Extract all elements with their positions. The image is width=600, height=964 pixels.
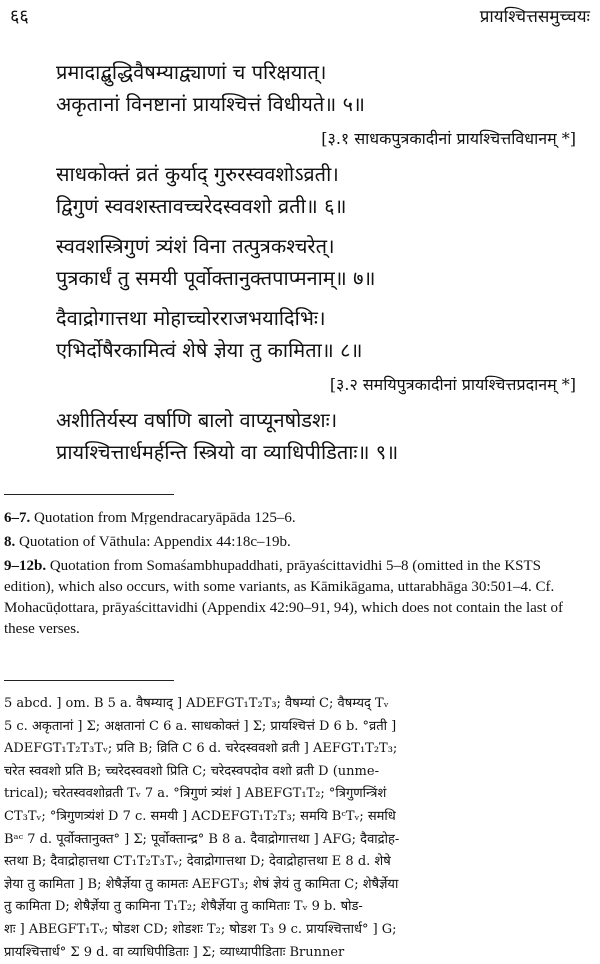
verse-line: साधकोक्तं व्रतं कुर्याद् गुरुरस्ववशोऽव्रती। — [56, 162, 339, 186]
apparatus-line: trical); चरेतस्ववशोव्रती Tᵥ 7 a. °त्रिगुणं त्र्यंशं ] ABEFGT₁T₂; °त्रिगुणन्त्रिंशं — [4, 786, 387, 802]
section-heading: [३.१ साधकपुत्रकादीनां प्रायश्चित्तविधानम् *] — [321, 129, 576, 148]
section-heading: [३.२ समयिपुत्रकादीनां प्रायश्चित्तप्रदानम् *] — [329, 375, 576, 394]
verse-line: एभिर्दोषैरकामित्वं शेषे ज्ञेया तु कामिता॥ ८॥ — [56, 338, 363, 362]
apparatus-line: 5 c. अकृतानां ] Σ; अक्षतानां C 6 a. साधकोक्तं ] Σ; प्रायश्चित्तं D 6 b. °व्रती ] — [4, 718, 397, 734]
running-title: प्रायश्चित्तसमुच्चयः — [479, 7, 590, 27]
verse-line: अकृतानां विनष्टानां प्रायश्चित्तं विधीयते॥ ५॥ — [56, 92, 365, 116]
note-text: Quotation of Vāthula: Appendix 44:18c–19b. — [19, 534, 291, 550]
note-ref: 9–12b. — [4, 558, 47, 574]
verse-line: प्रमादाद्बुद्धिवैषम्याद्व्याणां च परिक्षयात्। — [56, 60, 327, 84]
verse-line: दैवाद्रोगात्तथा मोहाच्चोरराजभयादिभिः। — [56, 306, 326, 330]
page-header — [10, 4, 590, 26]
note-item — [4, 508, 590, 529]
notes-divider — [4, 494, 174, 495]
apparatus-line: CT₃Tᵥ; °त्रिगुणत्र्यंशं D 7 c. समयी ] ACDEFGT₁T₂T₃; समयि BᶜTᵥ; समधि — [4, 808, 396, 824]
note-ref: 8. — [4, 534, 16, 550]
verse-line: द्विगुणं स्ववशस्तावच्चरेदस्ववशो व्रती॥ ६॥ — [56, 194, 347, 218]
critical-apparatus — [4, 693, 594, 964]
verse-line: पुत्रकार्धं तु समयी पूर्वोक्तानुक्तपाप्मनाम्॥ ७॥ — [56, 266, 376, 290]
apparatus-line: शः ] ABEGFT₁Tᵥ; षोडश CD; शोडशः T₂; षोडश T₃ 9 c. प्रायश्चित्तार्ध° ] G; — [4, 921, 397, 937]
verse-line: स्ववशस्त्रिगुणं त्र्यंशं विना तत्पुत्रकश्चरेत्। — [56, 234, 335, 258]
apparatus-line: ज्ञेया तु कामिता ] B; शेषैर्ज्ञेया तु कामतः AEFGT₃; शेषं ज्ञेयं तु कामिता C; शेषैर्ज्ञेया — [4, 876, 399, 892]
apparatus-line: तु कामिता D; शेषैर्ज्ञेया तु कामिना T₁T₂; शेषैर्ज्ञेया तु कामिताः Tᵥ 9 b. षोड- — [4, 899, 363, 915]
verse-line: प्रायश्चित्तार्धमर्हन्ति स्त्रियो वा व्याधिपीडिताः॥ ९॥ — [56, 440, 399, 464]
note-text: Quotation from Mṛgendracaryāpāda 125–6. — [34, 510, 296, 526]
apparatus-line: Bᵃᶜ 7 d. पूर्वोक्तानुक्त° ] Σ; पूर्वोक्तान्द्र° B 8 a. दैवाद्रोगात्तथा ] AFG; दैवाद्रोह- — [4, 831, 400, 847]
verse-line: अशीतिर्यस्य वर्षाणि बालो वाप्यूनषोडशः। — [56, 408, 338, 432]
apparatus-line: चरेत स्ववशो प्रति B; च्चरेदस्ववशो प्रिति C; चरेदस्वपदोव वशो व्रती D (unme- — [4, 763, 379, 779]
apparatus-divider — [4, 680, 174, 681]
note-item — [4, 532, 590, 553]
note-ref: 6–7. — [4, 510, 31, 526]
apparatus-line: 5 abcd. ] om. B 5 a. वैषम्याद् ] ADEFGT₁T₂T₃; वैषम्यां C; वैषम्यद् Tᵥ — [4, 696, 389, 711]
verse-block — [56, 56, 586, 468]
page-number: ६६ — [10, 6, 29, 27]
note-item — [4, 556, 590, 640]
apparatus-line: प्रायश्चित्तार्ध° Σ 9 d. वा व्याधिपीडिताः ] Σ; व्याध्यापीडिताः Brunner — [4, 944, 345, 960]
note-text: Quotation from Somaśambhupaddhati, prāyaścittavidhi 5–8 (omitted in the KSTS edition), which also occurs, with some variants, as Kāmikāgama, uttarabhāga 30:501–4. Cf. Mohacūḍottara, prāyaścittavidhi (Appendix 42:90–91, 94), which does not contain the last of these verses. — [4, 558, 564, 637]
notes-section — [4, 508, 590, 643]
apparatus-line: ADEFGT₁T₂T₃Tᵥ; प्रति B; व्रिति C 6 d. चरेदस्ववशो व्रती ] AEFGT₁T₂T₃; — [4, 741, 398, 757]
apparatus-line: स्तथा B; दैवाद्रोहात्तथा CT₁T₂T₃Tᵥ; देवाद्रोगात्तथा D; देवाद्रोहात्तथा E 8 d. शेषे — [4, 854, 391, 870]
